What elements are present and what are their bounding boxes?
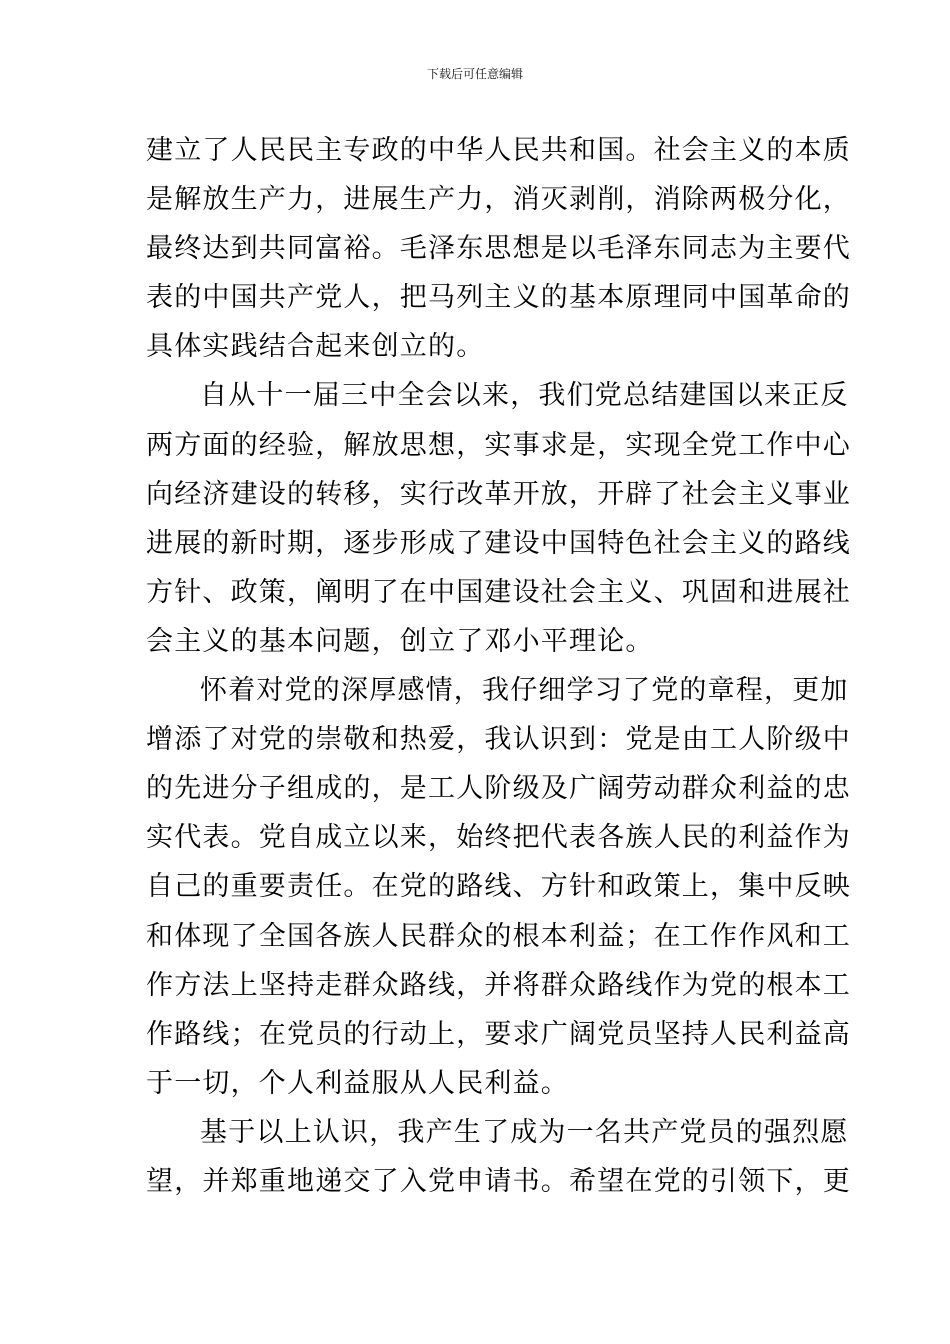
text-line: 实代表。党自成立以来，始终把代表各族人民的利益作为	[146, 822, 851, 854]
paragraph-2	[146, 371, 851, 666]
page-header-note: 下载后可任意编辑	[426, 67, 523, 81]
text-line: 建立了人民民主专政的中华人民共和国。社会主义的本质	[146, 135, 851, 166]
text-line: 于一切，个人利益服从人民利益。	[146, 1067, 569, 1099]
text-line: 表的中国共产党人，把马列主义的基本原理同中国革命的	[146, 282, 851, 314]
text-line: 自从十一届三中全会以来，我们党总结建国以来正反	[200, 380, 849, 412]
paragraph-3	[146, 666, 851, 1108]
text-line: 最终达到共同富裕。毛泽东思想是以毛泽东同志为主要代	[146, 233, 851, 265]
text-line: 望，并郑重地递交了入党申请书。希望在党的引领下，更	[146, 1165, 851, 1197]
text-line: 是解放生产力，进展生产力，消灭剥削，消除两极分化，	[146, 184, 851, 216]
paragraph-4	[146, 1108, 851, 1206]
text-line: 和体现了全国各族人民群众的根本利益；在工作作风和工	[146, 920, 851, 952]
text-line: 具体实践结合起来创立的。	[146, 331, 485, 363]
text-line: 基于以上认识，我产生了成为一名共产党员的强烈愿	[200, 1116, 849, 1148]
text-line: 会主义的基本问题，创立了邓小平理论。	[146, 625, 654, 657]
text-line: 向经济建设的转移，实行改革开放，开辟了社会主义事业	[146, 478, 851, 510]
text-line: 怀着对党的深厚感情，我仔细学习了党的章程，更加	[200, 675, 849, 707]
text-line: 进展的新时期，逐步形成了建设中国特色社会主义的路线	[146, 527, 851, 559]
text-line: 自己的重要责任。在党的路线、方针和政策上，集中反映	[146, 871, 851, 903]
text-line: 增添了对党的崇敬和热爱，我认识到：党是由工人阶级中	[146, 724, 851, 756]
text-line: 的先进分子组成的，是工人阶级及广阔劳动群众利益的忠	[146, 773, 851, 805]
text-line: 两方面的经验，解放思想，实事求是，实现全党工作中心	[146, 429, 851, 461]
text-line: 作方法上坚持走群众路线，并将群众路线作为党的根本工	[146, 969, 851, 1001]
document-body	[146, 126, 851, 1206]
text-line: 方针、政策，阐明了在中国建设社会主义、巩固和进展社	[146, 576, 851, 608]
text-line: 作路线；在党员的行动上，要求广阔党员坚持人民利益高	[146, 1018, 851, 1050]
paragraph-1	[146, 126, 851, 371]
